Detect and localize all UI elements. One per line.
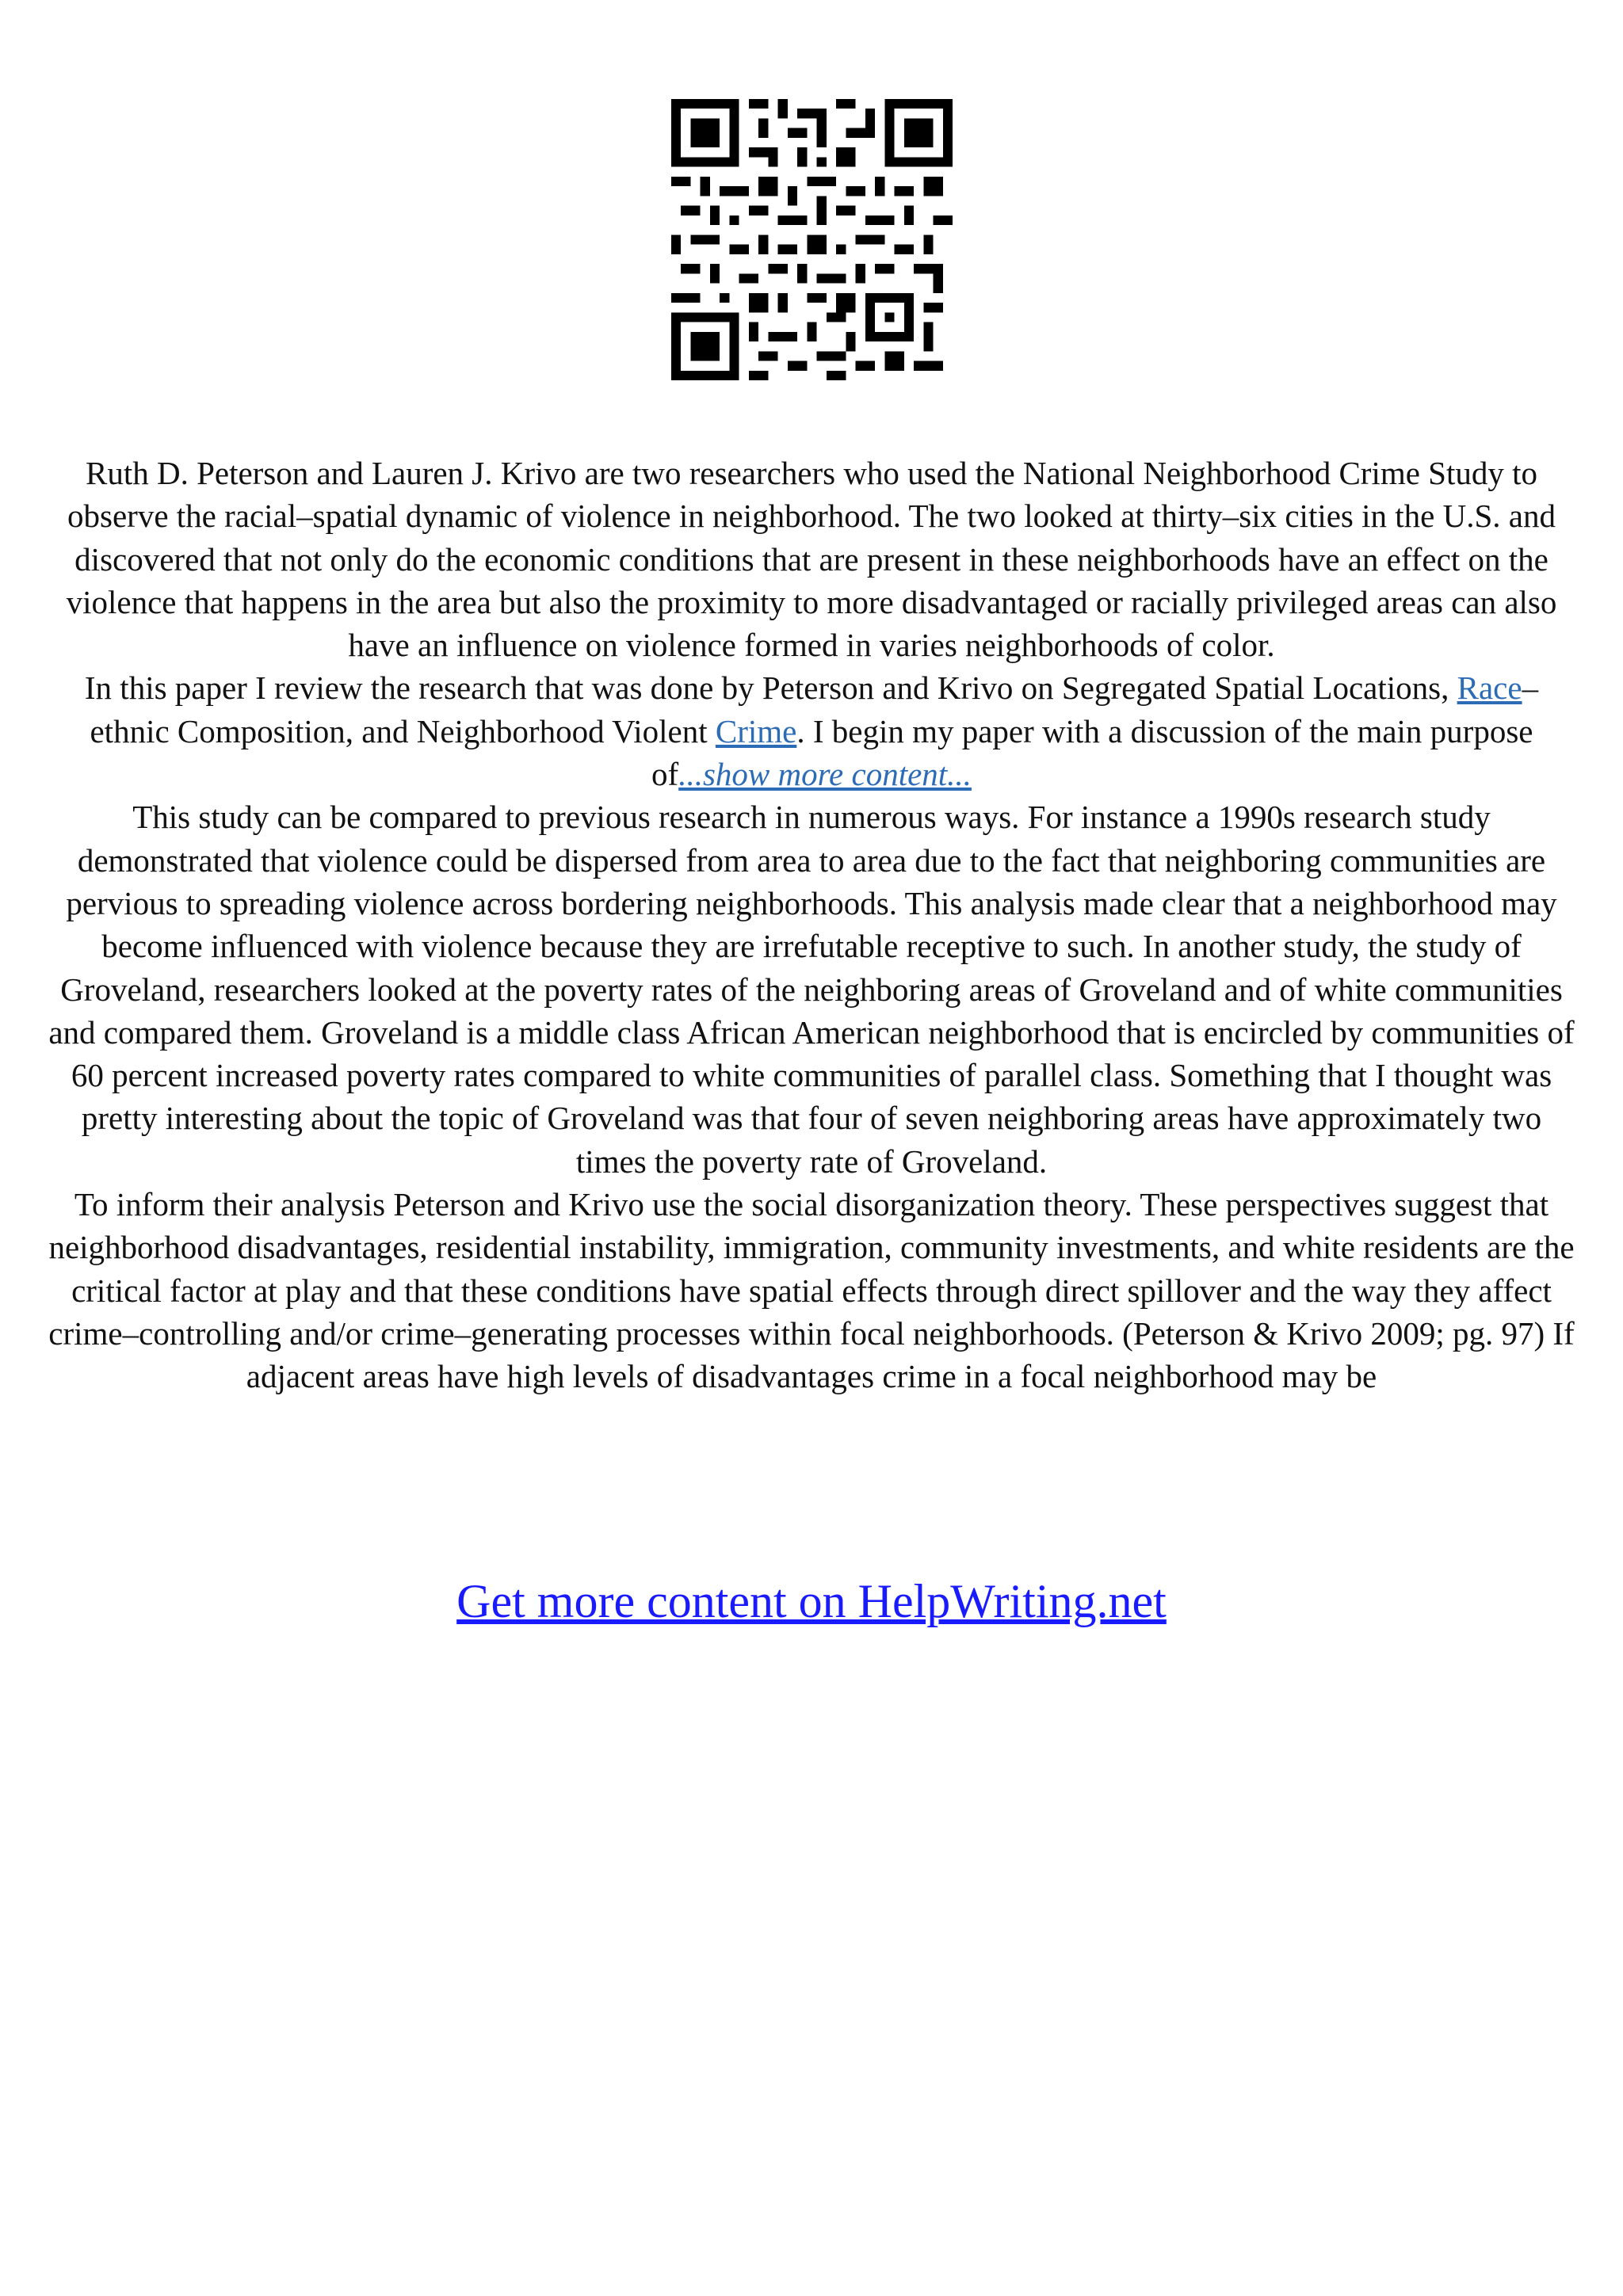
get-more-content-link[interactable]: Get more content on HelpWriting.net [456, 1575, 1167, 1627]
paragraph-4: To inform their analysis Peterson and Krivo use the social disorganization theory. These perspectives suggest that neighborhood disadvantages, residential instability, immigration, community investments, and white residents are the critical factor at play and that these conditions have spatial effects through direct spillover and the way they affect crime–controlling and/or crime–generating processes within focal neighborhoods. (Peterson & Krivo 2009; pg. 97) If adjacent areas have high levels of disadvantages crime in a focal neighborhood may be [48, 1186, 1575, 1395]
qr-code-icon [671, 99, 953, 380]
paragraph-3: This study can be compared to previous research in numerous ways. For instance a 1990s research study demonstrated that violence could be dispersed from area to area due to the fact that neighboring communities are pervious to spreading violence across bordering neighborhoods. This analysis made clear that a neighborhood may become influenced with violence because they are irrefutable receptive to such. In another study, the study of Groveland, researchers looked at the poverty rates of the neighboring areas of Groveland and of white communities and compared them. Groveland is a middle class African American neighborhood that is encircled by communities of 60 percent increased poverty rates compared to white communities of parallel class. Something that I thought was pretty interesting about the topic of Groveland was that four of seven neighboring areas have approximately two times the poverty rate of Groveland. [48, 799, 1575, 1180]
paragraph-2-text-c: . I begin my paper with a discussion of the main purpose of [651, 712, 1533, 793]
footer [0, 1573, 1623, 1629]
paragraph-1: Ruth D. Peterson and Lauren J. Krivo are two researchers who used the National Neighborhood Crime Study to observe the racial–spatial dynamic of violence in neighborhood. The two looked at thirty–six cities in the U.S. and discovered that not only do the economic conditions that are present in these neighborhoods have an effect on the violence that happens in the area but also the proximity to more disadvantaged or racially privileged areas can also have an influence on violence formed in varies neighborhoods of color. [66, 455, 1557, 664]
qr-code [671, 99, 953, 380]
essay-preview [48, 452, 1575, 1398]
paragraph-2-text-a: In this paper I review the research that was done by Peterson and Krivo on Segregated Spatial Locations, [84, 669, 1457, 707]
show-more-content-link[interactable]: ...show more content... [678, 756, 972, 793]
race-link[interactable]: Race [1457, 669, 1522, 707]
paragraph-2-text-b: –ethnic Composition, and Neighborhood Violent [90, 669, 1539, 749]
crime-link[interactable]: Crime [715, 712, 797, 749]
paragraph-2 [48, 666, 1575, 795]
